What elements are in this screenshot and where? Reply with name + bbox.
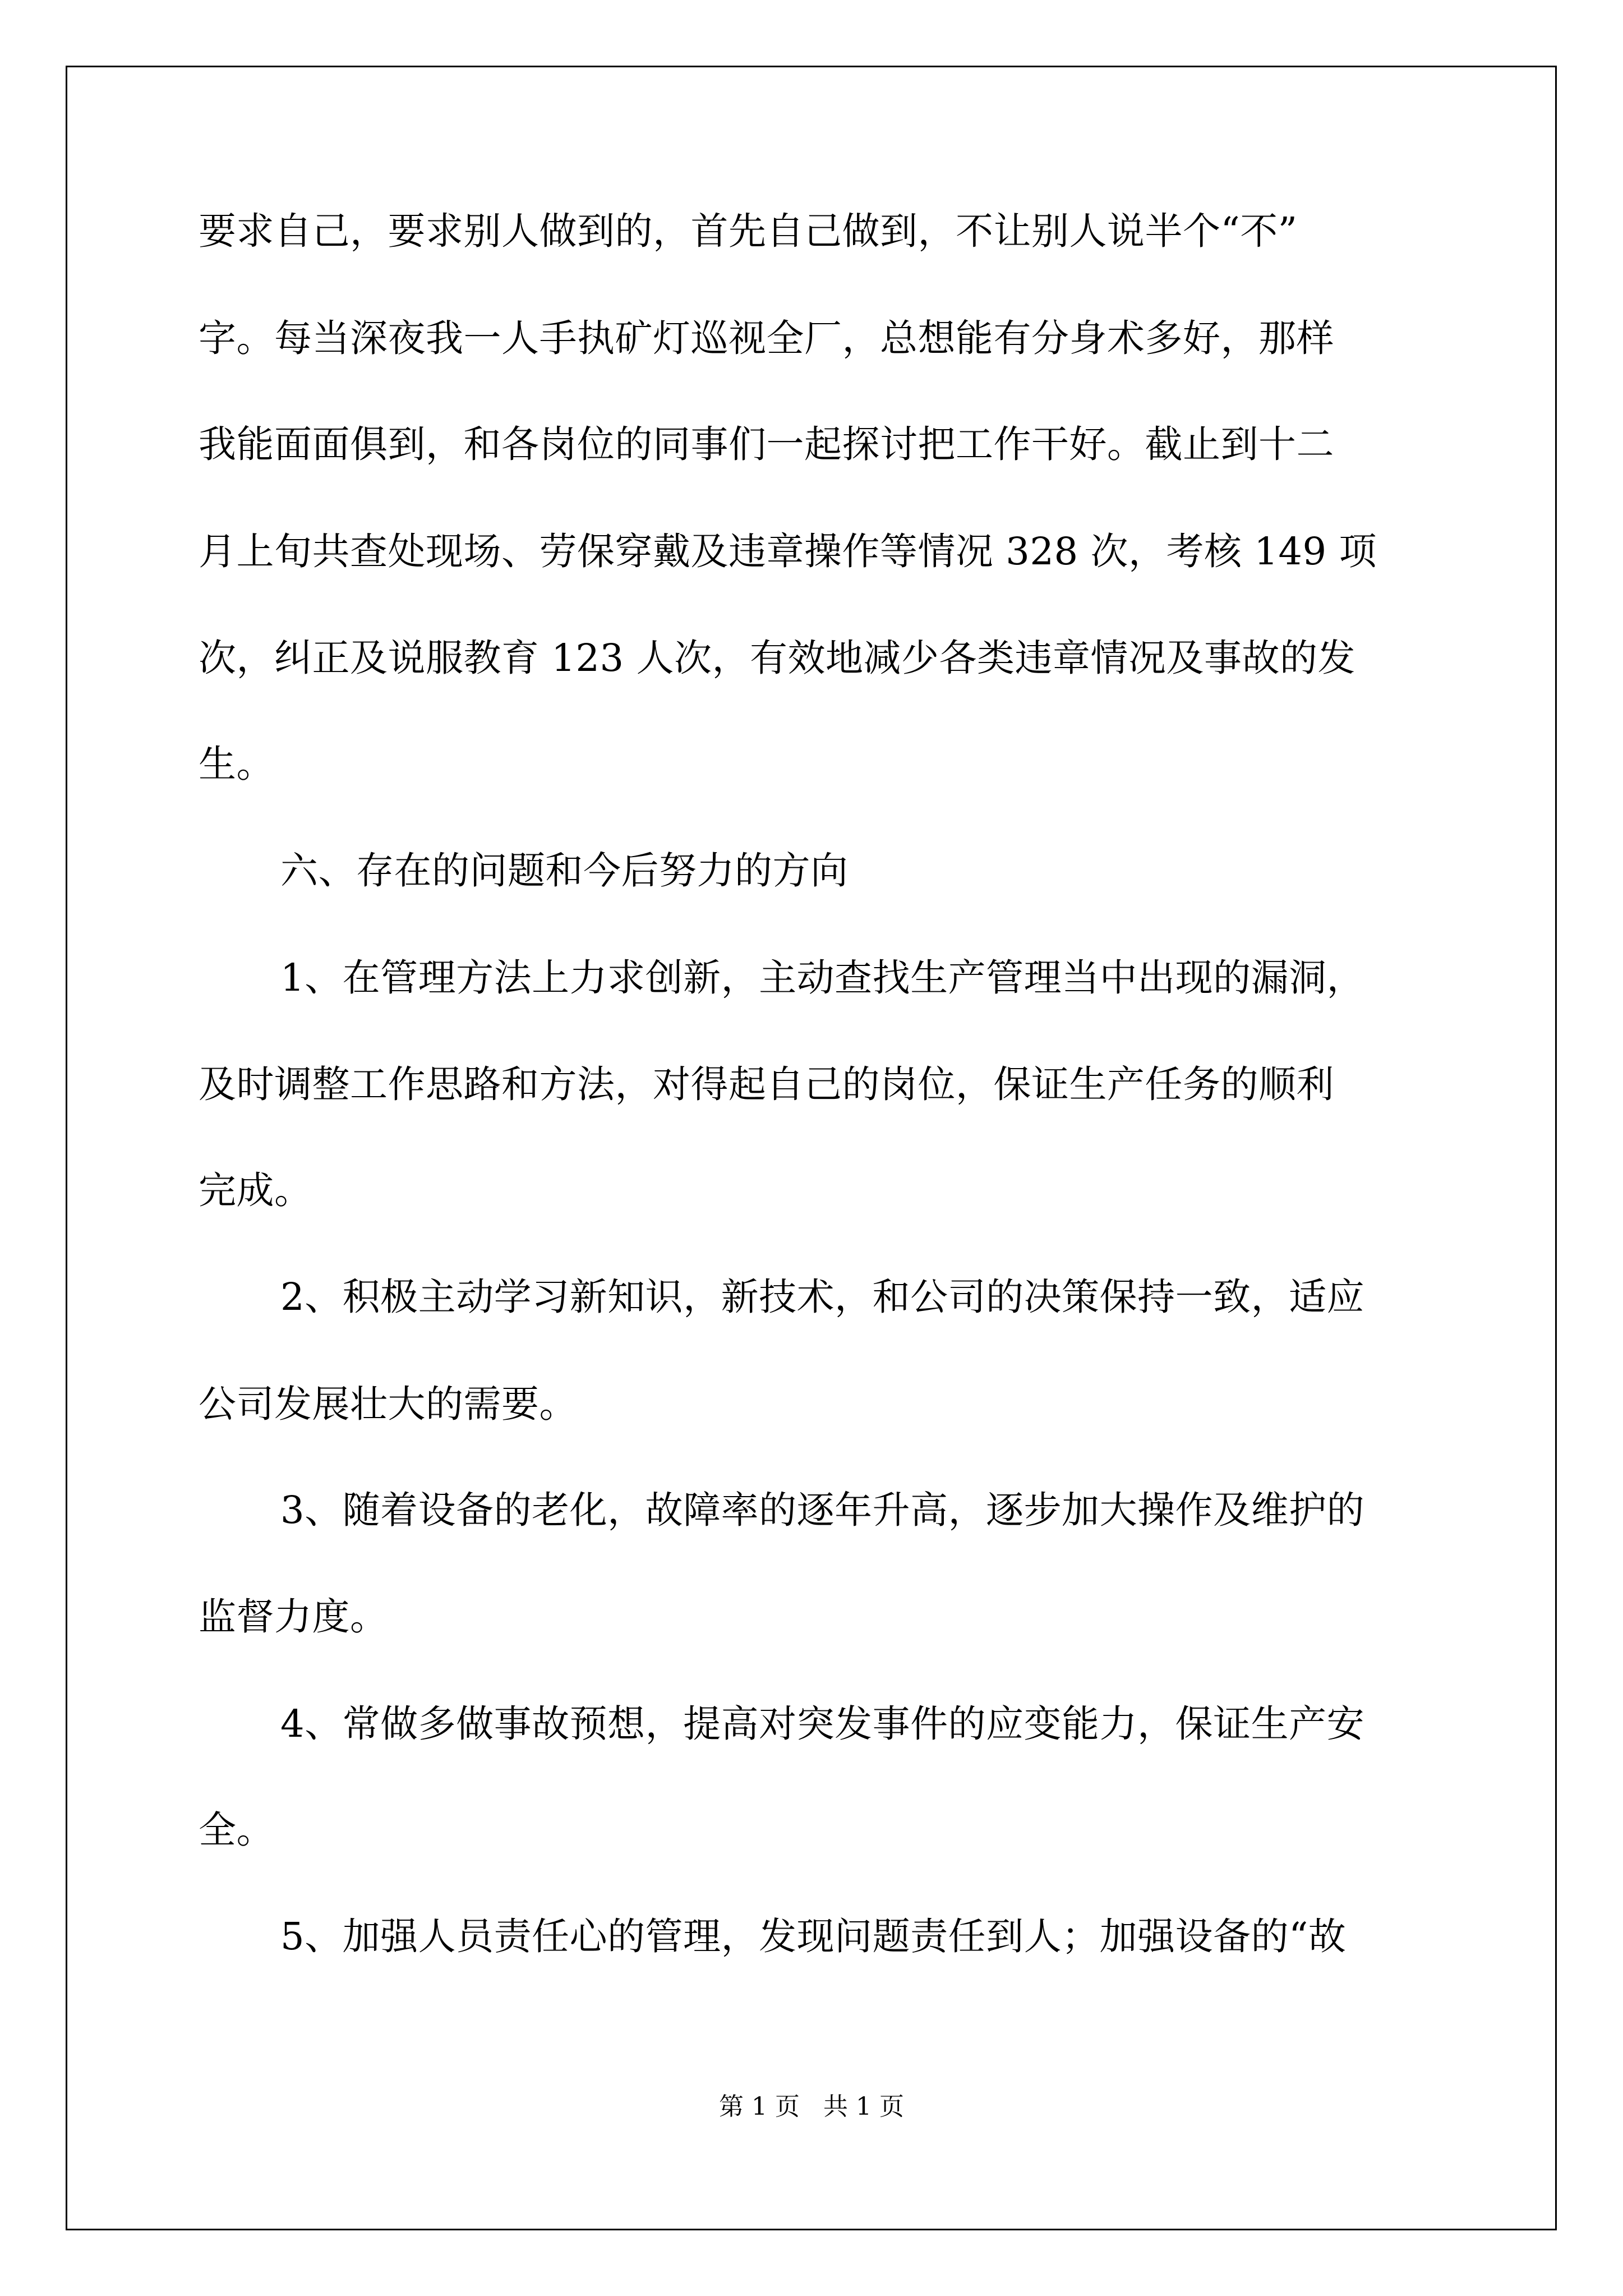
- text-line: 监督力度。: [199, 1595, 388, 1639]
- text-line: 要求自己，要求别人做到的，首先自己做到，不让别人说半个“不”: [199, 209, 1298, 253]
- text-line: 完成。: [199, 1168, 312, 1212]
- text-line: 字。每当深夜我一人手执矿灯巡视全厂，总想能有分身术多好，那样: [199, 316, 1334, 360]
- page-border: [66, 66, 1557, 2230]
- text-line: 月上旬共查处现场、劳保穿戴及违章操作等情况 328 次，考核 149 项: [199, 530, 1377, 573]
- text-line: 次，纠正及说服教育 123 人次，有效地减少各类违章情况及事故的发: [199, 636, 1355, 680]
- text-line: 2、积极主动学习新知识，新技术，和公司的决策保持一致，适应: [280, 1275, 1365, 1319]
- section-heading: 六、存在的问题和今后努力的方向: [280, 849, 849, 892]
- text-line: 5、加强人员责任心的管理，发现问题责任到人；加强设备的“故: [280, 1915, 1347, 1958]
- text-line: 4、常做多做事故预想，提高对突发事件的应变能力，保证生产安: [280, 1702, 1365, 1746]
- page-footer: 第 1 页 共 1 页: [719, 2092, 904, 2121]
- text-line: 我能面面俱到，和各岗位的同事们一起探讨把工作干好。截止到十二: [199, 422, 1334, 466]
- text-line: 1、在管理方法上力求创新，主动查找生产管理当中出现的漏洞，: [280, 956, 1365, 1000]
- text-line: 及时调整工作思路和方法，对得起自己的岗位，保证生产任务的顺利: [199, 1062, 1334, 1106]
- text-line: 生。: [199, 742, 274, 786]
- text-line: 全。: [199, 1808, 274, 1852]
- text-line: 公司发展壮大的需要。: [199, 1382, 577, 1426]
- text-line: 3、随着设备的老化，故障率的逐年升高，逐步加大操作及维护的: [280, 1488, 1365, 1532]
